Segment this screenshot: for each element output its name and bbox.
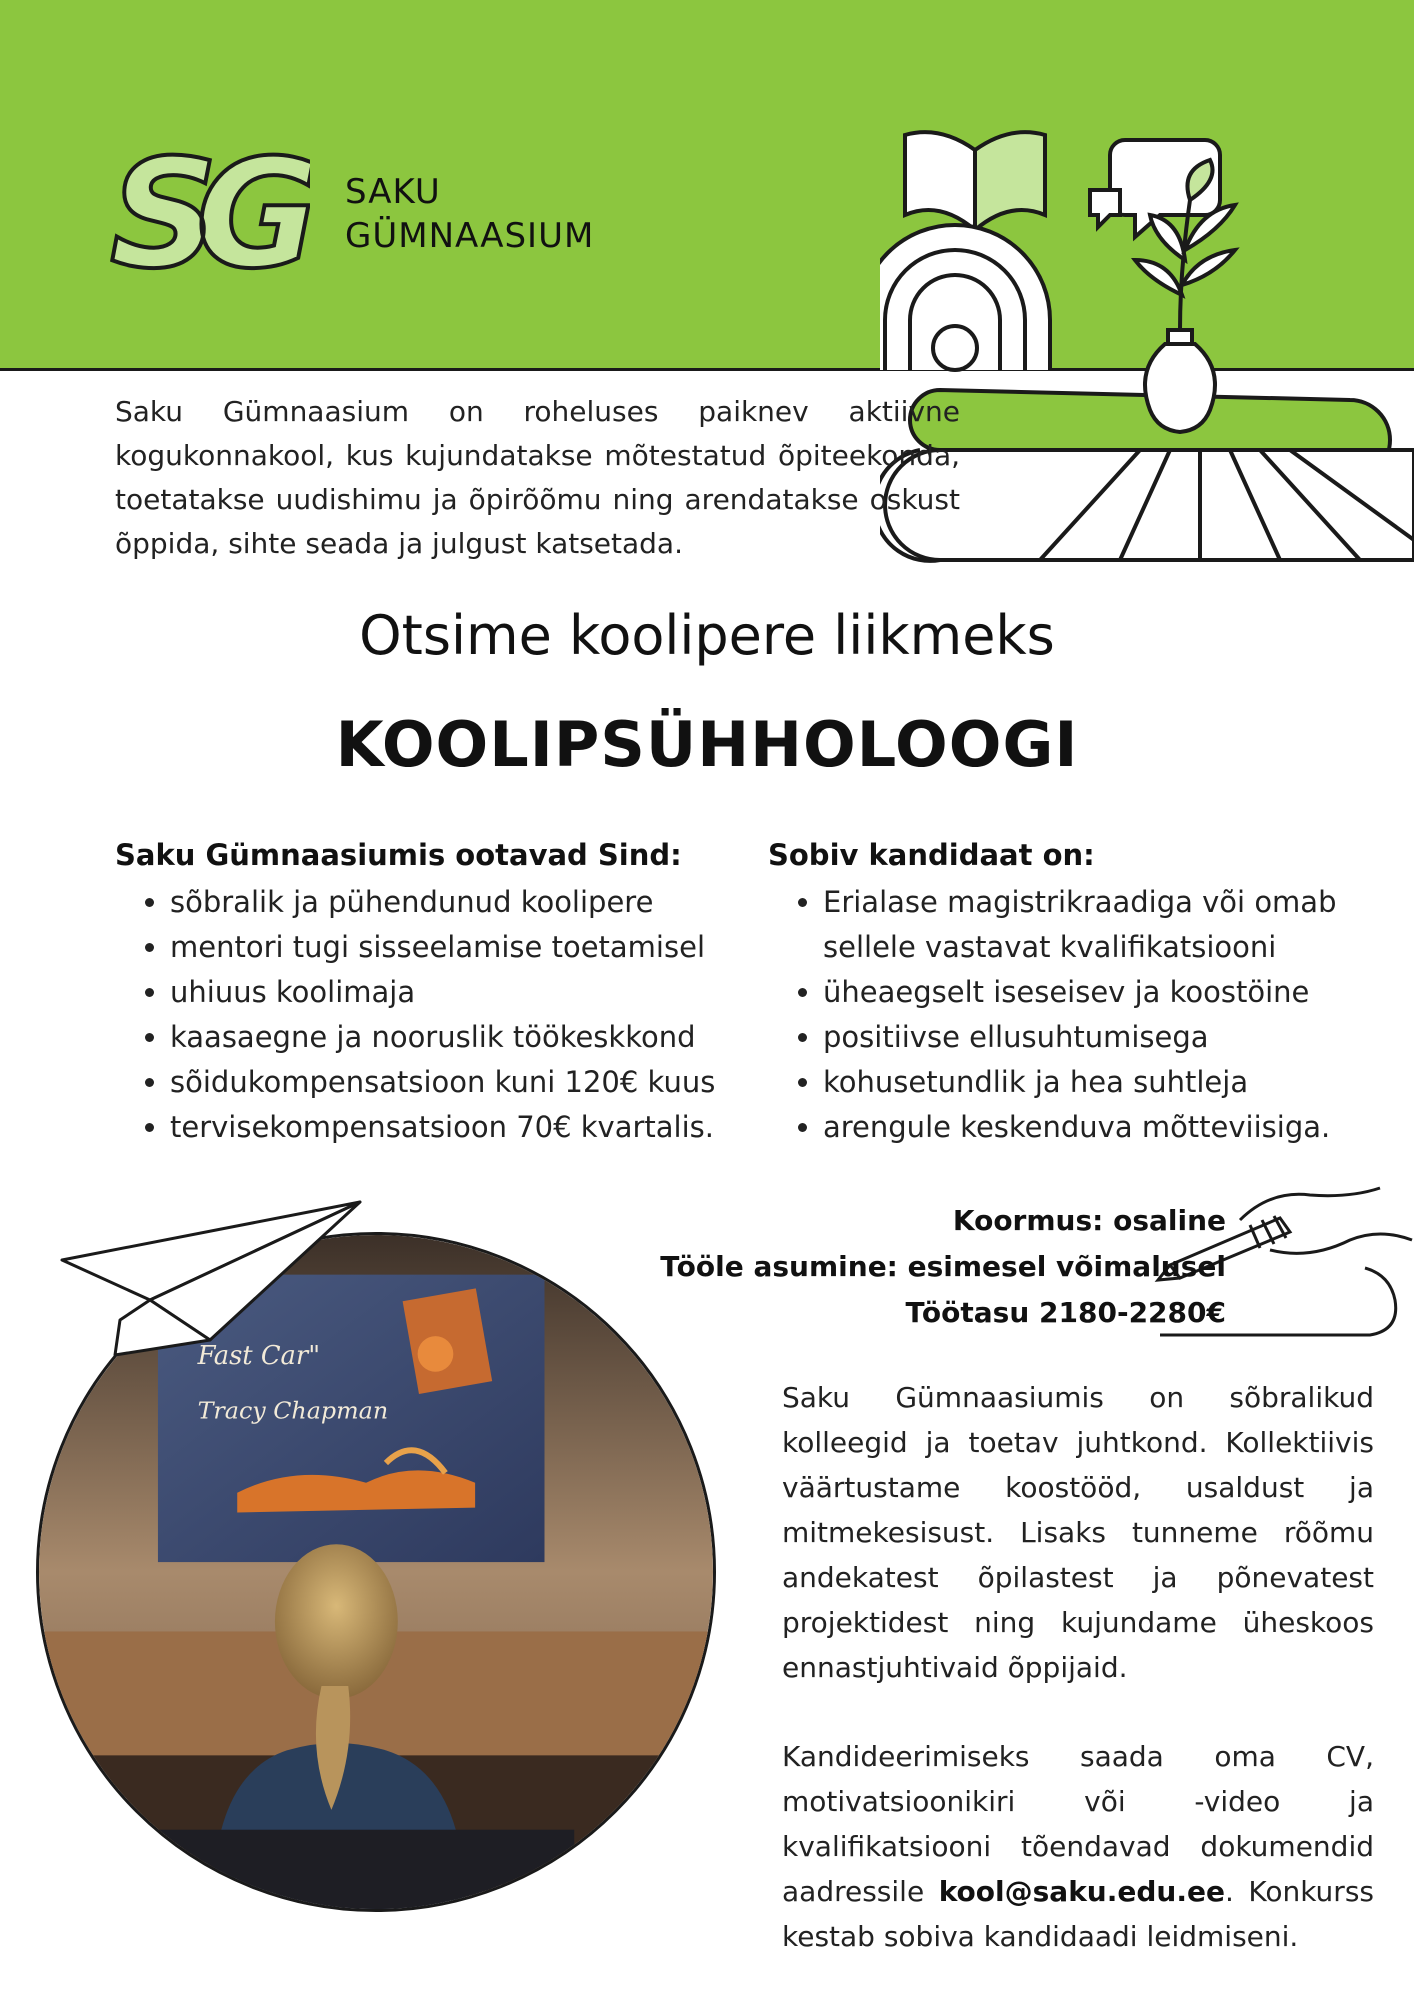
screen-text-line-2: Tracy Chapman: [197, 1396, 389, 1425]
list-item: • kaasaegne ja nooruslik töökeskkond: [170, 1015, 735, 1060]
workload-text: Koormus: osaline: [952, 1204, 1226, 1237]
book-icon: [905, 132, 1045, 230]
screen-text-line-1: Fast Car": [197, 1340, 321, 1371]
paper-plane-icon: [60, 1200, 380, 1360]
list-item: • üheaegselt iseseisev ja koostöine: [823, 970, 1348, 1015]
brand-line-1: SAKU: [345, 172, 441, 212]
list-item: • Erialase magistrikraadiga või omab sellele vastavat kvalifikatsiooni: [823, 880, 1348, 970]
student-head: [275, 1544, 398, 1699]
list-item: • tervisekompensatsioon 70€ kvartalis.: [170, 1105, 735, 1150]
salary-text: Töötasu 2180-2280€: [905, 1296, 1226, 1329]
apply-text-before: Kandideerimiseks saada oma CV, motivatsioonikiri või -video ja kvalifikatsiooni tõendavad dokumendid aadressile: [782, 1740, 1374, 1908]
brand-line-2: GÜMNAASIUM: [345, 216, 595, 256]
page-title: KOOLIPSÜHHOLOOGI: [335, 708, 1079, 781]
email-link[interactable]: kool@saku.edu.ee: [938, 1875, 1225, 1908]
arch-icon: [880, 225, 1050, 370]
start-date-text: Tööle asumine: esimesel võimalusel: [660, 1250, 1226, 1283]
sun-rays-icon: [880, 450, 1414, 561]
list-item: • positiivse ellusuhtumisega: [823, 1015, 1348, 1060]
offers-list: [115, 880, 735, 1150]
candidate-heading: Sobiv kandidaat on:: [768, 838, 1095, 872]
offers-section: [115, 833, 735, 1150]
intro-paragraph: Saku Gümnaasium on roheluses paiknev aktiivne kogukonnakool, kus kujundatakse mõtestatud õpiteekonda, toetatakse uudishimu ja õpirõõmu ning arendatakse oskust õppida, sihte seada ja julgust katsetada.: [115, 395, 960, 560]
offers-heading: Saku Gümnaasiumis ootavad Sind:: [115, 838, 682, 872]
apply-text-after: . Konkurss kestab sobiva kandidaadi leidmiseni.: [782, 1875, 1374, 1953]
header-illustration: [880, 120, 1414, 570]
logo-letters: SG: [110, 148, 298, 288]
school-logo: [110, 148, 310, 288]
apply-paragraph: [782, 1734, 1374, 1959]
headline-subtitle: Otsime koolipere liikmeks: [359, 604, 1055, 667]
list-item: • arengule keskenduva mõtteviisiga.: [823, 1105, 1348, 1150]
list-item: • uhiuus koolimaja: [170, 970, 735, 1015]
candidate-list: [768, 880, 1348, 1150]
list-item: • sõidukompensatsioon kuni 120€ kuus: [170, 1060, 735, 1105]
list-item: • kohusetundlik ja hea suhtleja: [823, 1060, 1348, 1105]
light-bulb-icon: [1145, 330, 1215, 432]
brand-name: [345, 170, 594, 258]
about-paragraph: Saku Gümnaasiumis on sõbralikud kolleegid ja toetav juhtkond. Kollektiivis väärtustame koostööd, usaldust ja mitmekesisust. Lisaks tunneme rõõmu andekatest õpilastest ja põnevatest projektidest ning kujundame üheskoos ennastjuhtivaid õppijaid.: [782, 1381, 1374, 1684]
candidate-section: [768, 833, 1348, 1150]
job-terms: [660, 1198, 1226, 1336]
list-item: • mentori tugi sisseelamise toetamisel: [170, 925, 735, 970]
list-item: • sõbralik ja pühendunud koolipere: [170, 880, 735, 925]
